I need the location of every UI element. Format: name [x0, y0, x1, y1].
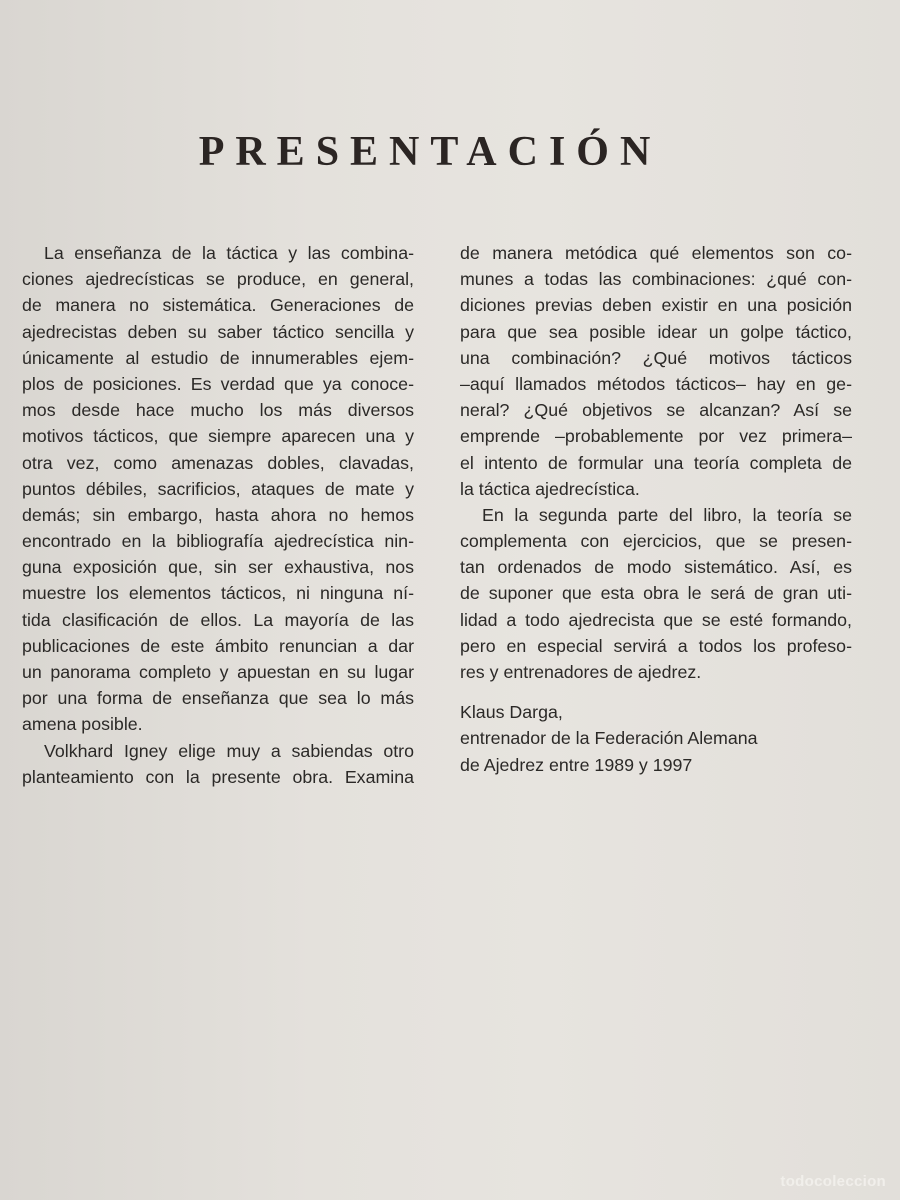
- left-column-line: un panorama completo y apuestan en su lugar: [22, 662, 414, 682]
- right-column-line: para que sea posible idear un golpe táctico,: [460, 321, 852, 342]
- right-column-line: tan ordenados de modo sistemático. Así, es: [460, 557, 852, 578]
- signature-name: Klaus Darga,: [460, 702, 563, 723]
- left-column-line: demás; sin embargo, hasta ahora no hemos: [22, 504, 414, 525]
- left-column-line: ajedrecistas deben su saber táctico sencilla y: [22, 321, 414, 342]
- right-column-line: res y entrenadores de ajedrez.: [460, 662, 702, 682]
- right-column-line: emprende –probablemente por vez primera–: [460, 426, 852, 447]
- left-column-line: guna exposición que, sin ser exhaustiva, nos: [22, 557, 414, 578]
- signature-role-line-2: de Ajedrez entre 1989 y 1997: [460, 754, 693, 775]
- right-text-column: [460, 240, 852, 778]
- right-column-line: una combinación? ¿Qué motivos tácticos: [460, 347, 852, 368]
- left-column-line: publicaciones de este ámbito renuncian a dar: [22, 635, 414, 656]
- left-column-line: amena posible.: [22, 714, 143, 735]
- left-column-line: Volkhard Igney elige muy a sabiendas otro: [44, 740, 414, 761]
- left-column-line: motivos tácticos, que siempre aparecen una y: [22, 426, 414, 447]
- left-column-line: puntos débiles, sacrificios, ataques de mate y: [22, 478, 414, 499]
- right-column-line: la táctica ajedrecística.: [460, 478, 640, 499]
- left-column-line: planteamiento con la presente obra. Examina: [22, 766, 414, 787]
- left-column-line: mos desde hace mucho los más diversos: [22, 400, 414, 421]
- left-column-line: encontrado en la bibliografía ajedrecística nin-: [22, 531, 414, 552]
- right-paragraphs: [460, 240, 852, 685]
- page-title: PRESENTACIÓN: [198, 129, 662, 175]
- right-column-line: lidad a todo ajedrecista que se esté formando,: [460, 609, 852, 630]
- right-column-line: diciones previas deben existir en una posición: [460, 295, 852, 316]
- right-column-line: neral? ¿Qué objetivos se alcanzan? Así se: [460, 400, 852, 421]
- right-column-line: pero en especial servirá a todos los profeso-: [460, 635, 852, 656]
- right-column-line: el intento de formular una teoría completa de: [460, 452, 852, 473]
- signature-block: [460, 699, 852, 778]
- left-column-line: por una forma de enseñanza que sea lo más: [22, 688, 414, 709]
- left-column-line: de manera no sistemática. Generaciones de: [22, 295, 414, 316]
- left-column-line: La enseñanza de la táctica y las combina-: [44, 243, 414, 263]
- right-column-line: complementa con ejercicios, que se presen-: [460, 531, 852, 552]
- left-column-line: tida clasificación de ellos. La mayoría de las: [22, 609, 414, 630]
- left-column-line: otra vez, como amenazas dobles, clavadas,: [22, 452, 414, 473]
- left-column-line: plos de posiciones. Es verdad que ya conoce-: [22, 373, 414, 394]
- right-column-line: munes a todas las combinaciones: ¿qué con-: [460, 269, 852, 290]
- watermark-logo: todocoleccion: [780, 1173, 886, 1190]
- left-text-column: [22, 240, 414, 790]
- right-column-line: de manera metódica qué elementos son co-: [460, 243, 852, 263]
- left-column-line: ciones ajedrecísticas se produce, en general,: [22, 269, 414, 290]
- right-column-line: En la segunda parte del libro, la teoría se: [482, 504, 852, 525]
- right-column-line: de suponer que esta obra le será de gran uti-: [460, 583, 852, 604]
- signature-role-line-1: entrenador de la Federación Alemana: [460, 728, 758, 749]
- right-column-line: –aquí llamados métodos tácticos– hay en ge-: [460, 373, 852, 394]
- left-column-line: muestre los elementos tácticos, ni ninguna ní-: [22, 583, 414, 604]
- left-column-line: únicamente al estudio de innumerables ejem-: [22, 347, 414, 368]
